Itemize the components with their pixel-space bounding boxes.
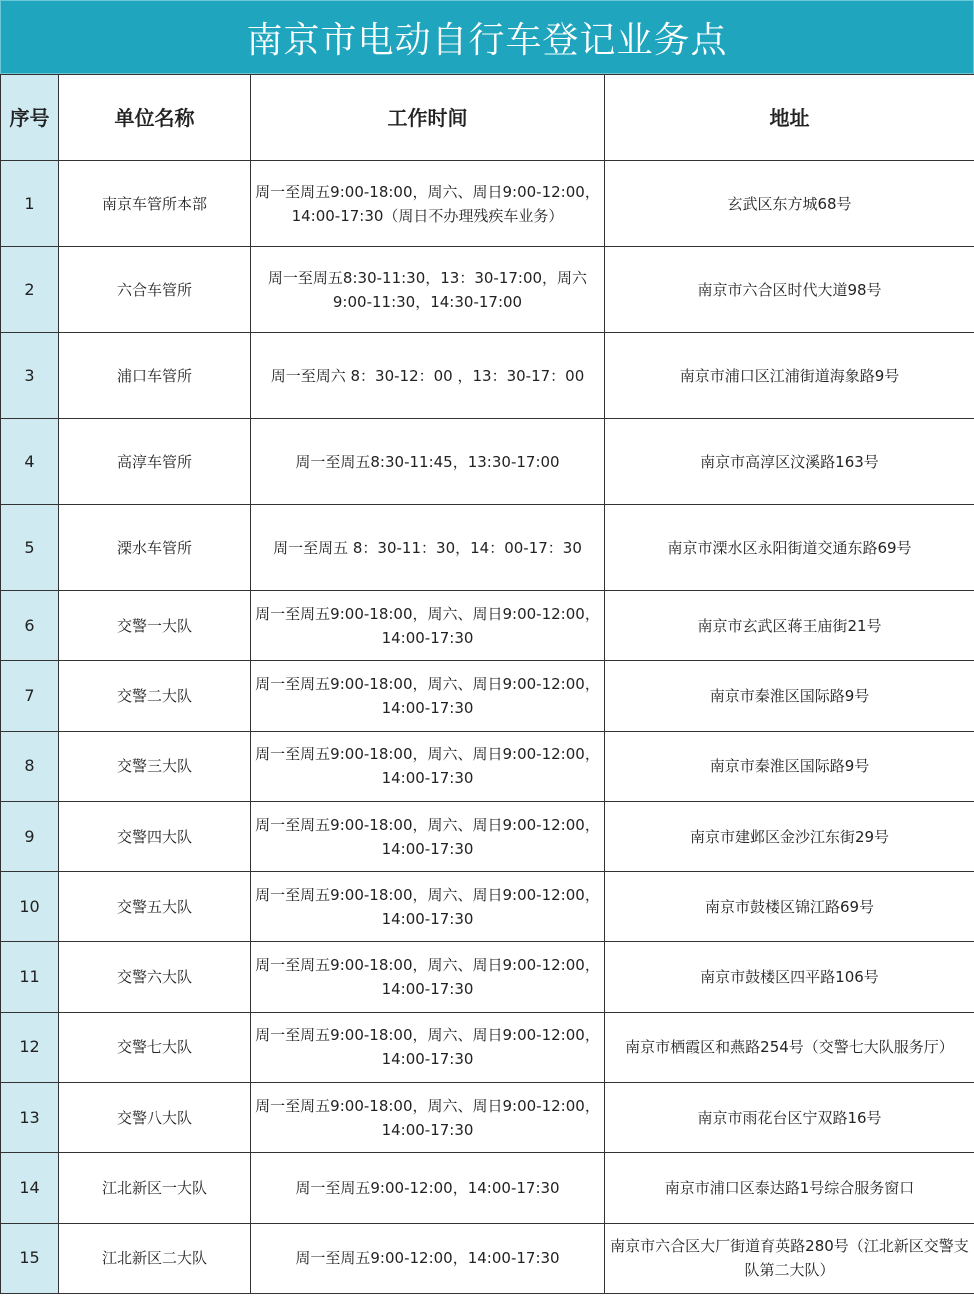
row-address: 南京市秦淮区国际路9号 [605,731,974,801]
row-index: 4 [1,419,59,505]
row-address: 南京市六合区时代大道98号 [605,247,974,333]
header-index: 序号 [1,75,59,161]
row-hours: 周一至周五9:00-12:00，14:00-17:30 [251,1223,605,1293]
row-hours: 周一至周五 8：30-11：30，14：00-17：30 [251,505,605,591]
row-address: 玄武区东方城68号 [605,161,974,247]
row-index: 11 [1,942,59,1012]
row-index: 9 [1,801,59,871]
row-name: 交警六大队 [59,942,251,1012]
table-row [1,333,974,419]
table-row [1,247,974,333]
row-index: 15 [1,1223,59,1293]
row-hours: 周一至周五9:00-18:00，周六、周日9:00-12:00，14:00-17:30 [251,591,605,661]
table-row [1,801,974,871]
table-row [1,1153,974,1223]
table-row [1,505,974,591]
table-row [1,161,974,247]
table-row [1,1083,974,1153]
row-name: 溧水车管所 [59,505,251,591]
table-row [1,661,974,731]
row-name: 浦口车管所 [59,333,251,419]
row-index: 14 [1,1153,59,1223]
row-hours: 周一至周五9:00-12:00，14:00-17:30 [251,1153,605,1223]
row-index: 13 [1,1083,59,1153]
table-row [1,419,974,505]
row-name: 交警五大队 [59,872,251,942]
table-row [1,942,974,1012]
row-hours: 周一至周五9:00-18:00，周六、周日9:00-12:00，14:00-17:30（周日不办理残疾车业务） [251,161,605,247]
row-hours: 周一至周六 8：30-12：00 ，13：30-17：00 [251,333,605,419]
row-address: 南京市鼓楼区四平路106号 [605,942,974,1012]
table-header-row [1,75,974,161]
row-address: 南京市高淳区汶溪路163号 [605,419,974,505]
row-name: 交警八大队 [59,1083,251,1153]
row-address: 南京市浦口区泰达路1号综合服务窗口 [605,1153,974,1223]
row-index: 5 [1,505,59,591]
row-name: 江北新区二大队 [59,1223,251,1293]
header-name: 单位名称 [59,75,251,161]
row-hours: 周一至周五9:00-18:00，周六、周日9:00-12:00，14:00-17:30 [251,1012,605,1082]
table-body [1,161,974,1294]
row-hours: 周一至周五8:30-11:45，13:30-17:00 [251,419,605,505]
row-index: 10 [1,872,59,942]
row-hours: 周一至周五9:00-18:00，周六、周日9:00-12:00，14:00-17:30 [251,1083,605,1153]
row-hours: 周一至周五9:00-18:00，周六、周日9:00-12:00，14:00-17:30 [251,801,605,871]
row-index: 6 [1,591,59,661]
service-points-table [0,74,974,1294]
row-name: 南京车管所本部 [59,161,251,247]
row-index: 1 [1,161,59,247]
row-address: 南京市栖霞区和燕路254号（交警七大队服务厅） [605,1012,974,1082]
row-address: 南京市溧水区永阳街道交通东路69号 [605,505,974,591]
row-name: 交警七大队 [59,1012,251,1082]
table-row [1,591,974,661]
row-name: 交警一大队 [59,591,251,661]
row-name: 江北新区一大队 [59,1153,251,1223]
row-hours: 周一至周五8:30-11:30，13：30-17:00，周六9:00-11:30，14:30-17:00 [251,247,605,333]
row-name: 六合车管所 [59,247,251,333]
row-name: 高淳车管所 [59,419,251,505]
row-name: 交警三大队 [59,731,251,801]
row-index: 12 [1,1012,59,1082]
row-index: 7 [1,661,59,731]
table-row [1,1012,974,1082]
row-hours: 周一至周五9:00-18:00，周六、周日9:00-12:00，14:00-17:30 [251,872,605,942]
row-hours: 周一至周五9:00-18:00，周六、周日9:00-12:00，14:00-17:30 [251,942,605,1012]
row-address: 南京市鼓楼区锦江路69号 [605,872,974,942]
row-name: 交警四大队 [59,801,251,871]
row-address: 南京市六合区大厂街道育英路280号（江北新区交警支队第二大队） [605,1223,974,1293]
row-address: 南京市秦淮区国际路9号 [605,661,974,731]
page-title: 南京市电动自行车登记业务点 [0,0,974,74]
row-address: 南京市玄武区蒋王庙街21号 [605,591,974,661]
table-row [1,872,974,942]
row-index: 8 [1,731,59,801]
table-row [1,731,974,801]
row-index: 2 [1,247,59,333]
row-address: 南京市建邺区金沙江东街29号 [605,801,974,871]
header-address: 地址 [605,75,974,161]
row-name: 交警二大队 [59,661,251,731]
row-index: 3 [1,333,59,419]
row-address: 南京市浦口区江浦街道海象路9号 [605,333,974,419]
row-hours: 周一至周五9:00-18:00，周六、周日9:00-12:00，14:00-17:30 [251,731,605,801]
row-address: 南京市雨花台区宁双路16号 [605,1083,974,1153]
table-row [1,1223,974,1293]
header-hours: 工作时间 [251,75,605,161]
row-hours: 周一至周五9:00-18:00，周六、周日9:00-12:00，14:00-17:30 [251,661,605,731]
